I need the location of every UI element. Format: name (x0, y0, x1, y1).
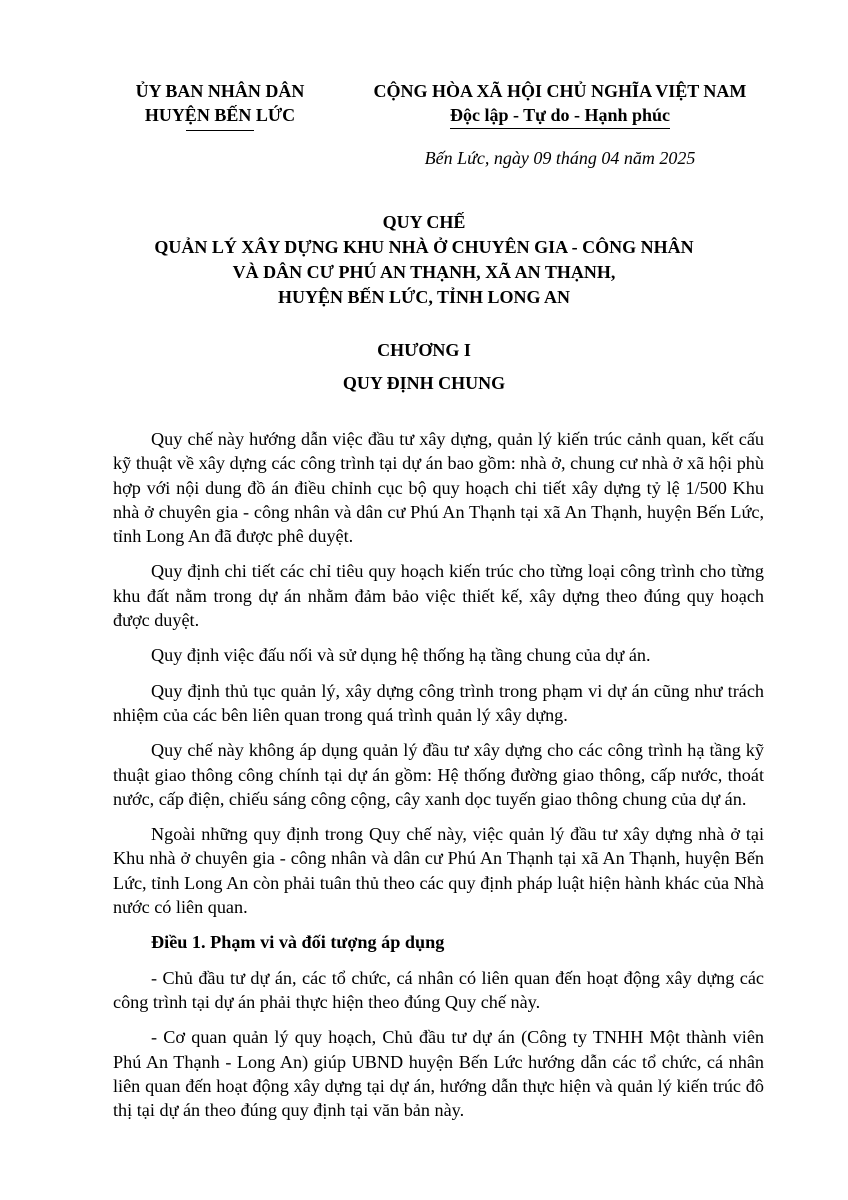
body-paragraph: Quy chế này không áp dụng quản lý đầu tư xây dựng cho các công trình hạ tầng kỹ thuật giao thông công chính tại dự án gồm: Hệ thống đường giao thông, cấp nước, thoát nước, cấp điện, chiếu sáng công cộng, cây xanh dọc tuyến giao thông chung của dự án. (113, 740, 764, 809)
article-1-item: - Chủ đầu tư dự án, các tổ chức, cá nhân có liên quan đến hoạt động xây dựng các công trình tại dự án phải thực hiện theo đúng Quy chế này. (113, 967, 764, 1012)
national-motto: Độc lập - Tự do - Hạnh phúc (450, 103, 670, 129)
document-title (100, 210, 748, 310)
document-date: Bến Lức, ngày 09 tháng 04 năm 2025 (424, 148, 696, 168)
title-line-4: HUYỆN BẾN LỨC, TỈNH LONG AN (277, 287, 571, 307)
authority-divider (186, 130, 254, 131)
national-name: CỘNG HÒA XÃ HỘI CHỦ NGHĨA VIỆT NAM (373, 81, 747, 101)
title-line-3: VÀ DÂN CƯ PHÚ AN THẠNH, XÃ AN THẠNH, (232, 262, 616, 282)
article-1-heading: Điều 1. Phạm vi và đối tượng áp dụng (151, 932, 445, 953)
chapter-heading (100, 334, 748, 400)
document-body (113, 427, 764, 1133)
authority-line-1: ỦY BAN NHÂN DÂN (135, 81, 305, 101)
body-paragraph: Quy định thủ tục quản lý, xây dựng công trình trong phạm vi dự án cũng như trách nhiệm của các bên liên quan trong quá trình quản lý xây dựng. (113, 680, 764, 725)
national-title (360, 79, 760, 129)
body-paragraph: Ngoài những quy định trong Quy chế này, việc quản lý đầu tư xây dựng nhà ở tại Khu nhà ở chuyên gia - công nhân và dân cư Phú An Thạnh tại xã An Thạnh, huyện Bến Lức, tỉnh Long An còn phải tuân thủ theo các quy định pháp luật hiện hành khác của Nhà nước có liên quan. (113, 824, 764, 918)
body-paragraph: Quy chế này hướng dẫn việc đầu tư xây dựng, quản lý kiến trúc cảnh quan, kết cấu kỹ thuật về xây dựng các công trình tại dự án bao gồm: nhà ở, chung cư nhà ở xã hội phù hợp với nội dung đồ án điều chỉnh cục bộ quy hoạch chi tiết xây dựng tỷ lệ 1/500 Khu nhà ở chuyên gia - công nhân và dân cư Phú An Thạnh tại xã An Thạnh, huyện Bến Lức, tỉnh Long An đã được phê duyệt. (113, 429, 764, 547)
article-1-item: - Cơ quan quản lý quy hoạch, Chủ đầu tư dự án (Công ty TNHH Một thành viên Phú An Thạnh - Long An) giúp UBND huyện Bến Lức hướng dẫn các tổ chức, cá nhân liên quan đến hoạt động xây dựng tại dự án, hướng dẫn thực hiện và quản lý kiến trúc đô thị tại dự án theo đúng quy định tại văn bản này. (113, 1027, 764, 1121)
title-line-1: QUY CHẾ (382, 212, 466, 232)
chapter-name: QUY ĐỊNH CHUNG (342, 373, 506, 393)
body-paragraph: Quy định chi tiết các chỉ tiêu quy hoạch kiến trúc cho từng loại công trình cho từng khu đất nằm trong dự án nhằm đảm bảo việc thiết kế, xây dựng theo đúng quy hoạch được duyệt. (113, 561, 764, 631)
chapter-number: CHƯƠNG I (377, 340, 471, 360)
issuing-authority (120, 79, 320, 131)
body-paragraph: Quy định việc đấu nối và sử dụng hệ thống hạ tầng chung của dự án. (151, 645, 651, 666)
authority-line-2: HUYỆN BẾN LỨC (144, 105, 296, 125)
title-line-2: QUẢN LÝ XÂY DỰNG KHU NHÀ Ở CHUYÊN GIA - CÔNG NHÂN (154, 237, 694, 257)
